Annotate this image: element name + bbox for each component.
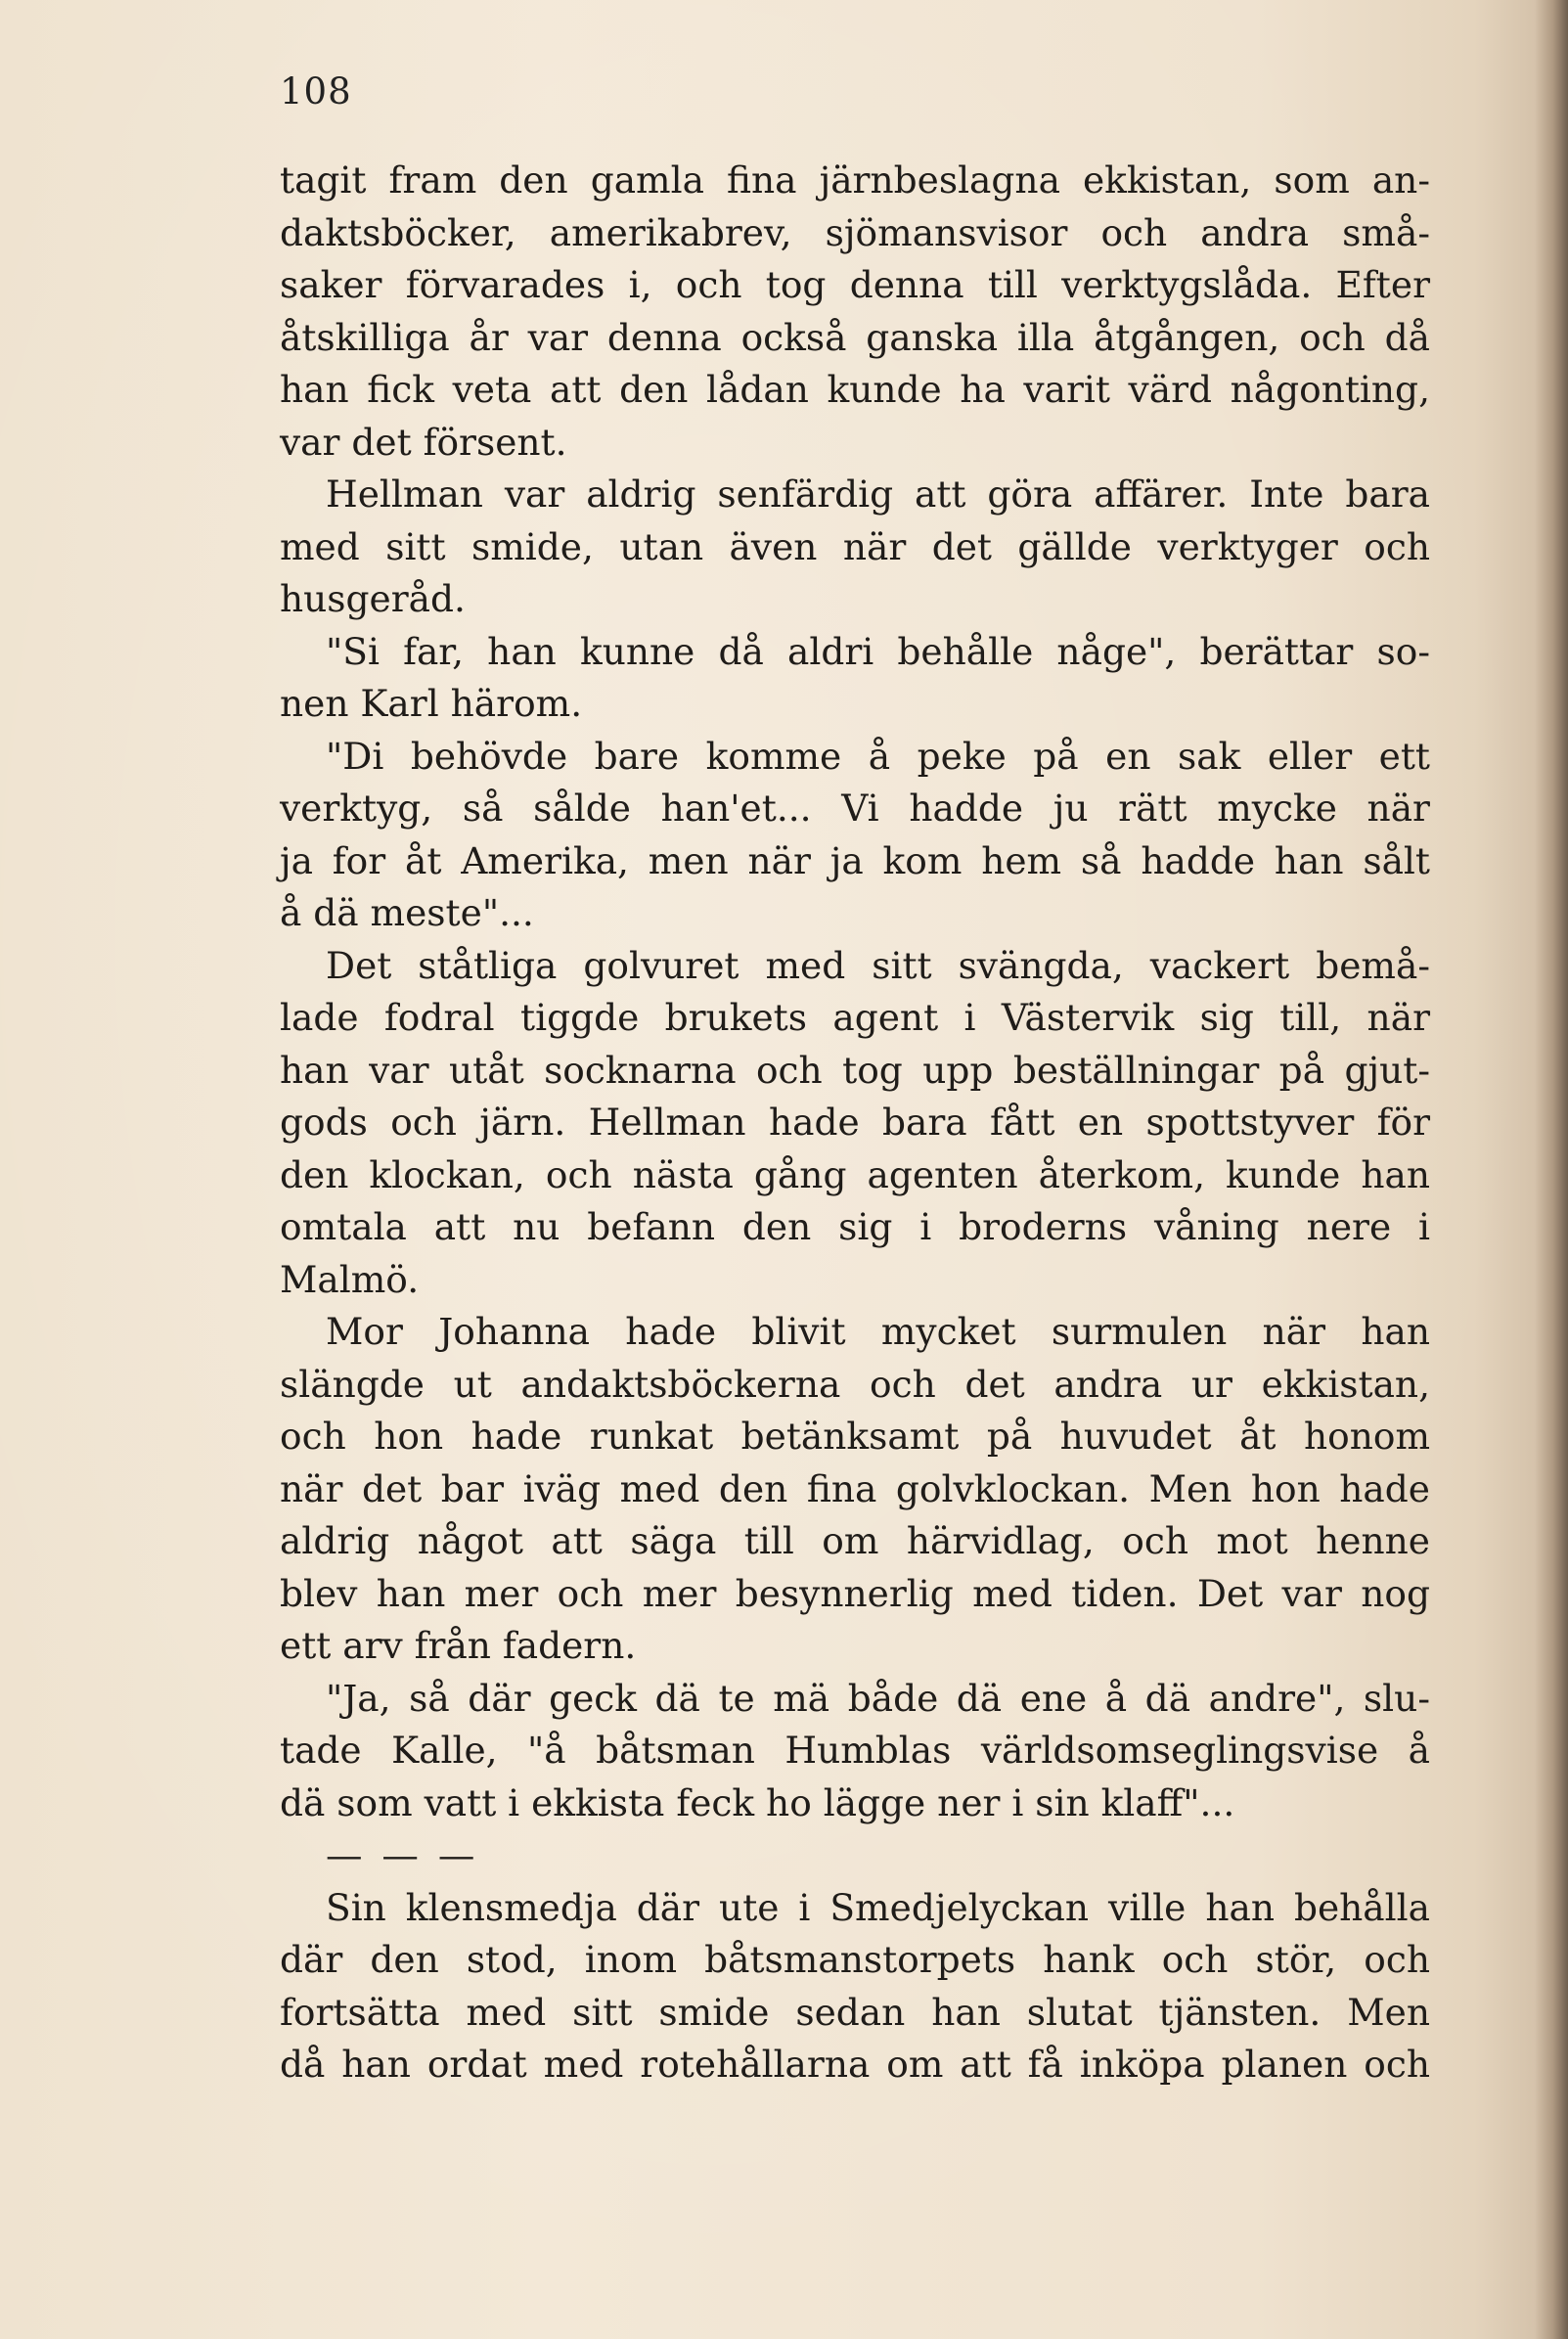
text-line: med sitt smide, utan även när det gällde verktyger och bbox=[280, 524, 1430, 568]
text-line: aldrig något att säga till om härvidlag, och mot henne bbox=[280, 1519, 1430, 1562]
text-line: gods och järn. Hellman hade bara fått en spottstyver för bbox=[280, 1101, 1430, 1144]
page-edge-shadow bbox=[1535, 0, 1568, 2339]
text-line: husgeråd. bbox=[280, 577, 466, 620]
section-separator: — — — bbox=[326, 1833, 479, 1876]
text-line: verktyg, så sålde han'et... Vi hadde ju rätt mycke när bbox=[280, 787, 1430, 830]
text-line: när det bar iväg med den fina golvklockan. Men hon hade bbox=[280, 1466, 1430, 1510]
text-line: han var utåt socknarna och tog upp beställningar på gjut- bbox=[280, 1048, 1430, 1092]
text-line: Sin klensmedja där ute i Smedjelyckan ville han behålla bbox=[326, 1885, 1430, 1929]
text-line: Malmö. bbox=[280, 1257, 420, 1301]
text-line: saker förvarades i, och tog denna till verktygslåda. Efter bbox=[280, 263, 1430, 306]
text-line: var det försent. bbox=[280, 420, 567, 464]
paragraph bbox=[280, 1882, 1430, 2092]
text-line: åtskilliga år var denna också ganska illa åtgången, och då bbox=[280, 315, 1430, 359]
text-line: "Si far, han kunne då aldri behålle någe", berättar so- bbox=[326, 629, 1430, 673]
text-line: Det ståtliga golvuret med sitt svängda, vackert bemå- bbox=[326, 943, 1430, 987]
body-text bbox=[280, 155, 1430, 2092]
paragraph bbox=[280, 940, 1430, 1307]
text-line: blev han mer och mer besynnerlig med tiden. Det var nog bbox=[280, 1571, 1430, 1615]
paragraph bbox=[280, 1306, 1430, 1673]
text-line: tagit fram den gamla fina järnbeslagna ekkistan, som an- bbox=[280, 158, 1430, 202]
text-line: den klockan, och nästa gång agenten återkom, kunde han bbox=[280, 1152, 1430, 1196]
text-line: han fick veta att den lådan kunde ha varit värd någonting, bbox=[280, 368, 1430, 411]
text-line: omtala att nu befann den sig i broderns våning nere i bbox=[280, 1205, 1430, 1248]
text-line: och hon hade runkat betänksamt på huvudet åt honom bbox=[280, 1415, 1430, 1458]
paragraph bbox=[280, 731, 1430, 940]
text-line: Mor Johanna hade blivit mycket surmulen när han bbox=[326, 1310, 1430, 1353]
text-line: där den stod, inom båtsmanstorpets hank och stör, och bbox=[280, 1938, 1430, 1981]
text-line: dä som vatt i ekkista feck ho lägge ner i sin klaff"... bbox=[280, 1780, 1235, 1824]
text-line: då han ordat med rotehållarna om att få inköpa planen och bbox=[280, 2043, 1430, 2086]
text-line: ett arv från fadern. bbox=[280, 1624, 637, 1667]
text-line: å dä meste"... bbox=[280, 891, 534, 934]
text-line: fortsätta med sitt smide sedan han slutat tjänsten. Men bbox=[280, 1990, 1430, 2034]
text-line: daktsböcker, amerikabrev, sjömansvisor och andra små- bbox=[280, 210, 1430, 254]
paragraph bbox=[280, 469, 1430, 626]
text-line: ja for åt Amerika, men när ja kom hem så hadde han sålt bbox=[280, 838, 1430, 882]
text-line: "Di behövde bare komme å peke på en sak eller ett bbox=[326, 734, 1430, 778]
text-line: nen Karl härom. bbox=[280, 682, 583, 725]
text-line: tade Kalle, "å båtsman Humblas världsomseglingsvise å bbox=[280, 1729, 1430, 1772]
text-line: lade fodral tiggde brukets agent i Västervik sig till, när bbox=[280, 996, 1430, 1039]
text-line: "Ja, så där geck dä te mä både dä ene å dä andre", slu- bbox=[326, 1676, 1430, 1720]
paragraph bbox=[280, 626, 1430, 731]
paragraph bbox=[280, 1673, 1430, 1830]
text-line: slängde ut andaktsböckerna och det andra ur ekkistan, bbox=[280, 1362, 1430, 1406]
paragraph bbox=[280, 155, 1430, 469]
page-number: 108 bbox=[280, 70, 352, 112]
text-line: Hellman var aldrig senfärdig att göra affärer. Inte bara bbox=[326, 472, 1430, 516]
